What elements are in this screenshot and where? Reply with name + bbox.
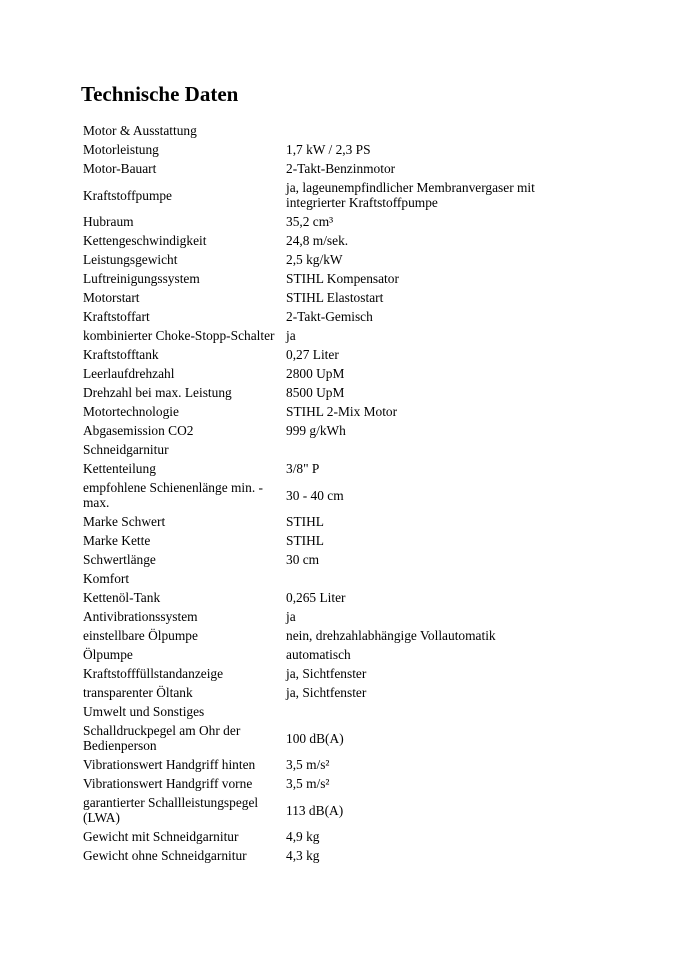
spec-label: Vibrationswert Handgriff vorne [83,776,253,791]
spec-value [283,121,559,140]
spec-value: 2,5 kg/kW [286,252,343,267]
spec-value: 1,7 kW / 2,3 PS [286,142,371,157]
spec-value: 3/8" P [286,461,320,476]
spec-value: 4,3 kg [286,848,320,863]
spec-value: STIHL [286,514,324,529]
spec-value: 100 dB(A) [286,730,344,746]
spec-row [80,307,559,326]
section-heading: Motor & Ausstattung [83,123,197,138]
spec-label: Schalldruckpegel am Ohr der Bedienperson [83,723,241,753]
spec-row [80,269,559,288]
spec-value: 0,265 Liter [286,590,346,605]
spec-row [80,250,559,269]
spec-value: nein, drehzahlabhängige Vollautomatik [286,628,496,643]
spec-label: Gewicht ohne Schneidgarnitur [83,848,247,863]
spec-label: Kettengeschwindigkeit [83,233,207,248]
spec-row [80,478,559,512]
spec-row [80,345,559,364]
spec-value: 2800 UpM [286,366,345,381]
spec-label: einstellbare Ölpumpe [83,628,198,643]
section-row [80,121,559,140]
spec-label: Vibrationswert Handgriff hinten [83,757,256,772]
spec-row [80,402,559,421]
spec-label: garantierter Schallleistungspegel (LWA) [83,795,259,825]
spec-label: Gewicht mit Schneidgarnitur [83,829,239,844]
spec-label: transparenter Öltank [83,685,193,700]
spec-label: Kraftstofftank [83,347,159,362]
spec-row [80,664,559,683]
section-row [80,569,559,588]
spec-value: 35,2 cm³ [286,214,334,229]
spec-label: Antivibrationssystem [83,609,198,624]
spec-row [80,421,559,440]
spec-value: ja, Sichtfenster [286,685,367,700]
spec-value: STIHL 2-Mix Motor [286,404,398,419]
spec-value: STIHL Elastostart [286,290,384,305]
spec-row [80,588,559,607]
spec-label: Hubraum [83,214,134,229]
spec-label: empfohlene Schienenlänge min. - max. [83,480,263,510]
section-heading: Komfort [83,571,130,586]
page-title: Technische Daten [81,82,239,106]
spec-value: 3,5 m/s² [286,757,330,772]
spec-label: Motortechnologie [83,404,179,419]
spec-label: Abgasemission CO2 [83,423,194,438]
spec-row [80,288,559,307]
spec-value: ja [286,328,296,343]
spec-label: Kettenöl-Tank [83,590,161,605]
spec-label: Leerlaufdrehzahl [83,366,175,381]
spec-value: STIHL Kompensator [286,271,399,286]
spec-label: Motorstart [83,290,140,305]
spec-row [80,607,559,626]
spec-row [80,645,559,664]
spec-label: Ölpumpe [83,647,133,662]
section-row [80,440,559,459]
spec-value: STIHL [286,533,324,548]
spec-row [80,140,559,159]
spec-row [80,364,559,383]
spec-value: 2-Takt-Gemisch [286,309,373,324]
spec-value: 8500 UpM [286,385,345,400]
spec-label: Luftreinigungssystem [83,271,200,286]
spec-label: Leistungsgewicht [83,252,178,267]
spec-label: Kraftstoffart [83,309,150,324]
spec-row [80,846,559,865]
spec-row [80,550,559,569]
spec-label: Marke Schwert [83,514,166,529]
spec-table-body [80,121,559,865]
spec-table [80,121,559,865]
spec-value [283,569,559,588]
spec-row [80,326,559,345]
spec-value: 30 - 40 cm [286,487,344,503]
spec-label: Motor-Bauart [83,161,157,176]
spec-label: Kraftstofffüllstandanzeige [83,666,224,681]
spec-value: 2-Takt-Benzinmotor [286,161,396,176]
spec-label: Marke Kette [83,533,151,548]
spec-row [80,212,559,231]
spec-row [80,626,559,645]
spec-value: ja [286,609,296,624]
spec-value: 4,9 kg [286,829,320,844]
spec-value: 999 g/kWh [286,423,346,438]
spec-value: automatisch [286,647,351,662]
spec-row [80,827,559,846]
spec-value [283,440,559,459]
spec-value [283,702,559,721]
spec-row [80,383,559,402]
spec-label: Motorleistung [83,142,159,157]
spec-row [80,683,559,702]
spec-value: 113 dB(A) [286,802,344,818]
section-heading: Schneidgarnitur [83,442,169,457]
spec-row [80,512,559,531]
spec-row [80,178,559,212]
spec-row [80,774,559,793]
spec-row [80,231,559,250]
spec-value: 3,5 m/s² [286,776,330,791]
spec-value: ja, Sichtfenster [286,666,367,681]
spec-value: 30 cm [286,552,320,567]
spec-row [80,159,559,178]
spec-label: kombinierter Choke-Stopp-Schalter [83,328,275,343]
section-heading: Umwelt und Sonstiges [83,704,205,719]
spec-row [80,459,559,478]
spec-row [80,755,559,774]
spec-value: 24,8 m/sek. [286,233,349,248]
spec-label: Kettenteilung [83,461,156,476]
spec-value: 0,27 Liter [286,347,339,362]
spec-row [80,531,559,550]
spec-row [80,793,559,827]
spec-label: Kraftstoffpumpe [83,187,173,203]
spec-value: ja, lageunempfindlicher Membranvergaser mit integrierter Kraftstoffpumpe [286,180,535,210]
spec-label: Drehzahl bei max. Leistung [83,385,232,400]
section-row [80,702,559,721]
spec-row [80,721,559,755]
spec-label: Schwertlänge [83,552,156,567]
